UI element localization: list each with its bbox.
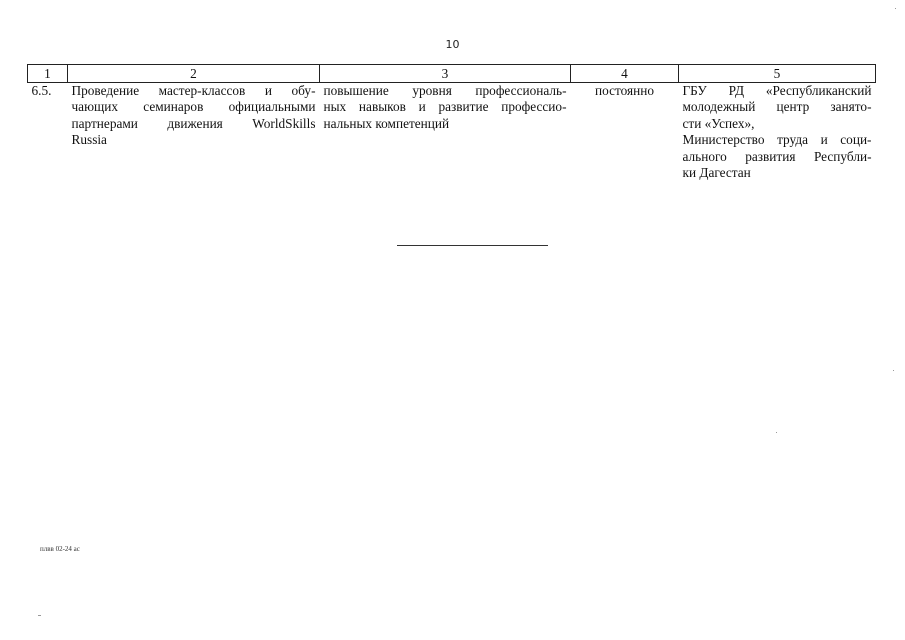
- scan-speck: [38, 615, 41, 616]
- executors-line: сти «Успех»,: [682, 115, 755, 131]
- table-header: [28, 65, 876, 83]
- scan-speck: [893, 370, 894, 371]
- page-number: 10: [445, 38, 460, 51]
- executors-line: ки Дагестан: [682, 165, 751, 181]
- column-header-5: 5: [679, 65, 876, 83]
- activity-line: Проведение мастер-классов и обу-: [71, 83, 316, 98]
- table-row: [28, 83, 876, 182]
- goal-line: повышение уровня профессиональ-: [323, 83, 567, 98]
- column-header-1: 1: [28, 65, 68, 83]
- executors-line: молодежный центр занято-: [682, 99, 872, 115]
- executors-line: Министерство труда и соци-: [682, 132, 872, 148]
- activity-cell: [68, 83, 320, 182]
- item-number: 6.5.: [31, 83, 52, 98]
- column-header-3: 3: [320, 65, 571, 83]
- end-separator-line: [397, 245, 548, 246]
- goal-cell: [320, 83, 571, 182]
- term-cell: постоянно: [594, 83, 655, 98]
- executors-line: ального развития Республи-: [682, 148, 872, 164]
- scan-speck: [776, 432, 777, 433]
- executors-line: ГБУ РД «Республиканский: [682, 83, 872, 98]
- activity-line: чающих семинаров официальными: [71, 99, 316, 115]
- column-number-row: [28, 65, 876, 83]
- scan-speck: [895, 8, 896, 9]
- column-header-2: 2: [68, 65, 320, 83]
- plan-table: [27, 64, 876, 181]
- activity-line: партнерами движения WorldSkills: [71, 115, 316, 131]
- activity-line: Russia: [71, 132, 107, 148]
- executors-cell: [679, 83, 876, 182]
- footer-code: плвв 02-24 ас: [40, 545, 80, 553]
- column-header-4: 4: [571, 65, 679, 83]
- goal-line: нальных компетенций: [323, 115, 450, 131]
- goal-line: ных навыков и развитие профессио-: [323, 99, 567, 115]
